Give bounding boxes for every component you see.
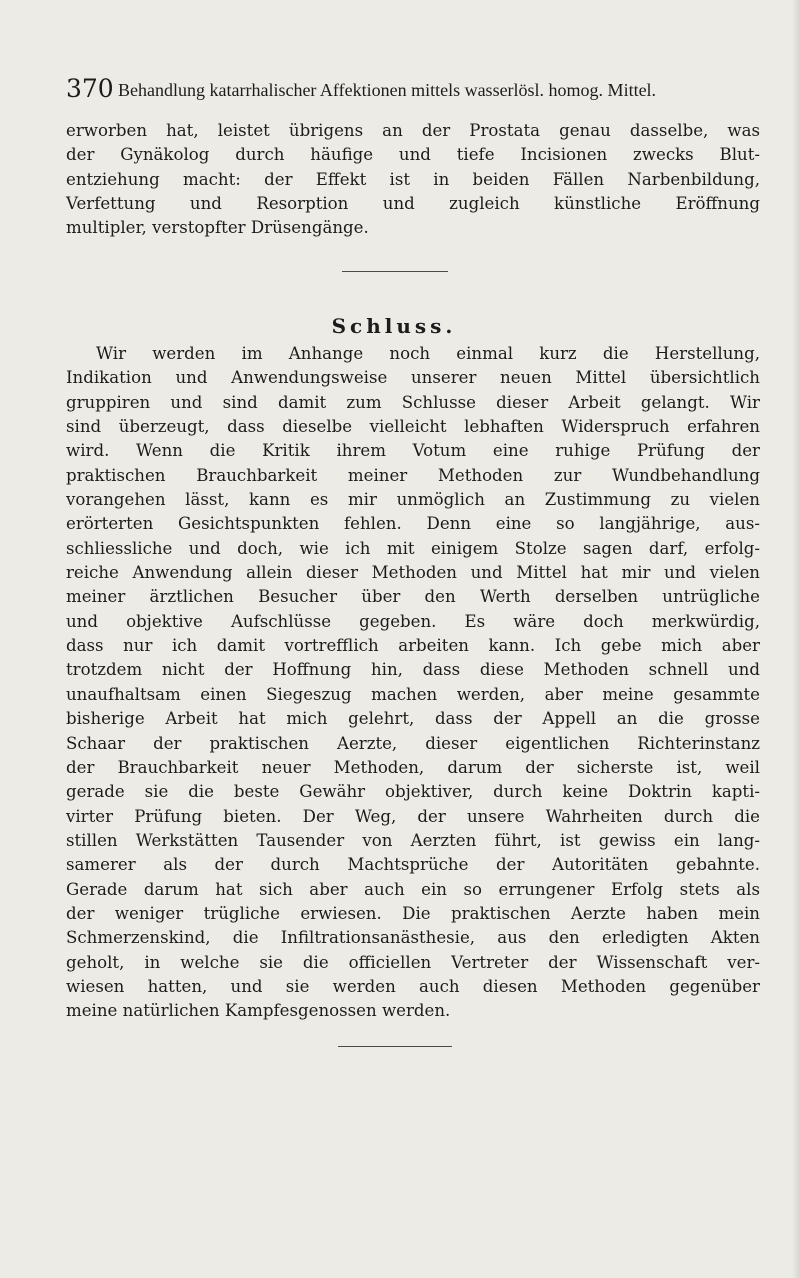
text-line: der Brauchbarkeit neuer Methoden, darum der sicherste ist, weil — [66, 757, 760, 777]
text-line: meiner ärztlichen Besucher über den Werth derselben untrügliche — [66, 587, 760, 607]
text-line: unaufhaltsam einen Siegeszug machen werden, aber meine gesammte — [66, 684, 760, 704]
text-line: entziehung macht: der Effekt ist in beiden Fällen Narbenbildung, — [66, 169, 760, 189]
text-line: Indikation und Anwendungsweise unserer neuen Mittel übersichtlich — [66, 368, 760, 388]
paragraph-prostata — [66, 119, 760, 241]
text-line: stillen Werkstätten Tausender von Aerzten führt, ist gewiss ein lang- — [66, 830, 760, 850]
text-line: erörterten Gesichtspunkten fehlen. Denn eine so langjährige, aus- — [66, 514, 760, 534]
section-divider — [342, 271, 448, 272]
text-line: trotzdem nicht der Hoffnung hin, dass diese Methoden schnell und — [66, 660, 760, 680]
text-line: wird. Wenn die Kritik ihrem Votum eine ruhige Prüfung der — [66, 441, 760, 461]
text-line: wiesen hatten, und sie werden auch diesen Methoden gegenüber — [66, 976, 760, 996]
section-title: Schluss. — [331, 314, 457, 338]
page-number: 370 — [66, 74, 114, 103]
page-edge-shadow — [792, 0, 800, 1278]
text-line: geholt, in welche sie die officiellen Vertreter der Wissenschaft ver- — [66, 952, 760, 972]
end-divider — [338, 1046, 452, 1047]
text-line: sind überzeugt, dass dieselbe vielleicht lebhaften Widerspruch erfahren — [66, 417, 760, 437]
text-line: Wir werden im Anhange noch einmal kurz die Herstellung, — [96, 344, 760, 363]
text-line: der Gynäkolog durch häufige und tiefe Incisionen zwecks Blut- — [66, 145, 760, 165]
text-line: schliessliche und doch, wie ich mit einigem Stolze sagen darf, erfolg- — [66, 538, 760, 558]
paragraph-schluss — [66, 342, 760, 1024]
text-line: gerade sie die beste Gewähr objektiver, durch keine Doktrin kapti- — [66, 782, 760, 802]
text-line: dass nur ich damit vortrefflich arbeiten kann. Ich gebe mich aber — [66, 636, 760, 656]
text-line: praktischen Brauchbarkeit meiner Methoden zur Wundbehandlung — [66, 465, 760, 485]
text-line: Schaar der praktischen Aerzte, dieser eigentlichen Richterinstanz — [66, 733, 760, 753]
text-line: virter Prüfung bieten. Der Weg, der unsere Wahrheiten durch die — [66, 806, 760, 826]
text-line: vorangehen lässt, kann es mir unmöglich an Zustimmung zu vielen — [66, 490, 760, 510]
text-line: erworben hat, leistet übrigens an der Prostata genau dasselbe, was — [66, 121, 760, 140]
text-line: reiche Anwendung allein dieser Methoden und Mittel hat mir und vielen — [66, 563, 760, 583]
text-line: meine natürlichen Kampfesgenossen werden. — [66, 1001, 451, 1021]
text-line: und objektive Aufschlüsse gegeben. Es wäre doch merkwürdig, — [66, 611, 760, 631]
text-line: bisherige Arbeit hat mich gelehrt, dass der Appell an die grosse — [66, 709, 760, 729]
text-line: gruppiren und sind damit zum Schlusse dieser Arbeit gelangt. Wir — [66, 392, 760, 412]
text-line: samerer als der durch Machtsprüche der Autoritäten gebahnte. — [66, 855, 760, 875]
running-head: Behandlung katarrhalischer Affektionen mittels wasserlösl. homog. Mittel. — [118, 80, 657, 100]
text-line: Gerade darum hat sich aber auch ein so errungener Erfolg stets als — [66, 879, 760, 899]
page-header — [66, 72, 766, 112]
text-line: Schmerzenskind, die Infiltrationsanästhesie, aus den erledigten Akten — [66, 928, 760, 948]
text-line: der weniger trügliche erwiesen. Die praktischen Aerzte haben mein — [66, 903, 760, 923]
text-line: Verfettung und Resorption und zugleich künstliche Eröffnung — [66, 194, 760, 214]
text-line: multipler, verstopfter Drüsengänge. — [66, 218, 369, 238]
